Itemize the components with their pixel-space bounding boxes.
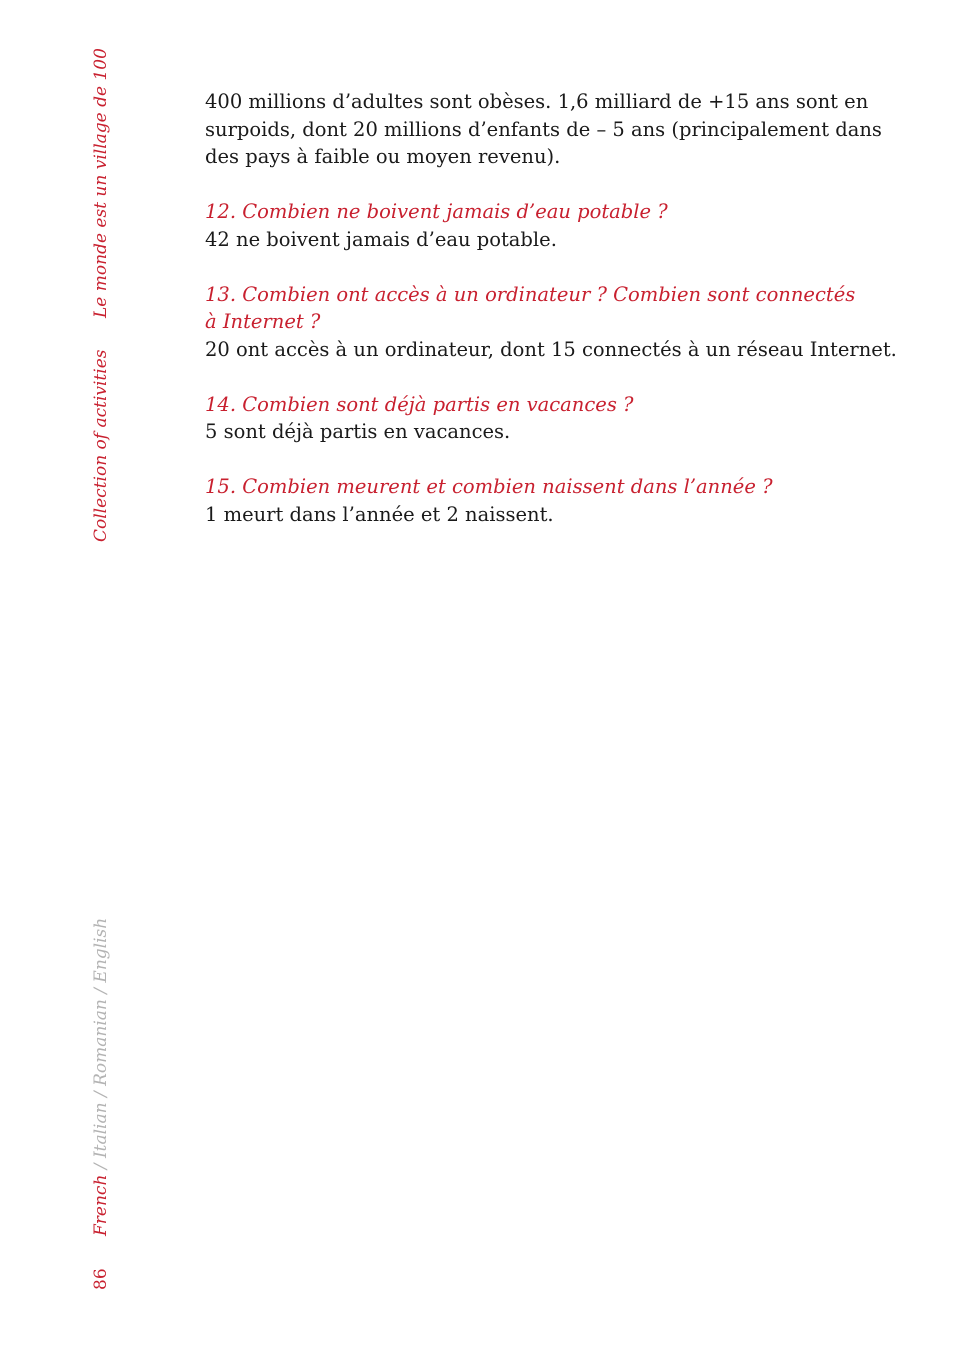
language-active: French xyxy=(91,1174,111,1236)
section-label: Collection of activities xyxy=(91,349,111,542)
intro-line: 400 millions d’adultes sont obèses. 1,6 milliard de +15 ans sont en xyxy=(205,90,869,113)
answer-line: 1 meurt dans l’année et 2 naissent. xyxy=(205,502,554,526)
answer-line: 5 sont déjà partis en vacances. xyxy=(205,420,511,443)
question-15 xyxy=(205,473,905,501)
answer-line: 42 ne boivent jamais d’eau potable. xyxy=(205,227,557,251)
language-list xyxy=(90,918,112,1236)
question-line: 13. Combien ont accès à un ordinateur ? Combien sont connectés xyxy=(205,282,856,306)
question-line: à Internet ? xyxy=(205,310,321,333)
page-body xyxy=(205,88,905,528)
intro-line: des pays à faible ou moyen revenu). xyxy=(205,145,561,168)
answer-15 xyxy=(205,501,905,529)
question-line: 14. Combien sont déjà partis en vacances ? xyxy=(205,392,634,416)
answer-line: 20 ont accès à un ordinateur, dont 15 connectés à un réseau Internet. xyxy=(205,337,897,361)
question-13 xyxy=(205,281,905,336)
intro-line: surpoids, dont 20 millions d’enfants de – 5 ans (principalement dans xyxy=(205,117,882,141)
answer-12 xyxy=(205,226,905,254)
language-others: / Italian / Romanian / English xyxy=(91,917,111,1175)
question-12 xyxy=(205,198,905,226)
answer-13 xyxy=(205,336,905,364)
intro-paragraph xyxy=(205,88,905,171)
question-line: 15. Combien meurent et combien naissent dans l’année ? xyxy=(205,475,773,498)
answer-14 xyxy=(205,418,905,446)
page-number: 86 xyxy=(91,1268,111,1290)
question-14 xyxy=(205,391,905,419)
running-title: Le monde est un village de 100 xyxy=(91,48,111,318)
question-line: 12. Combien ne boivent jamais d’eau potable ? xyxy=(205,200,668,223)
